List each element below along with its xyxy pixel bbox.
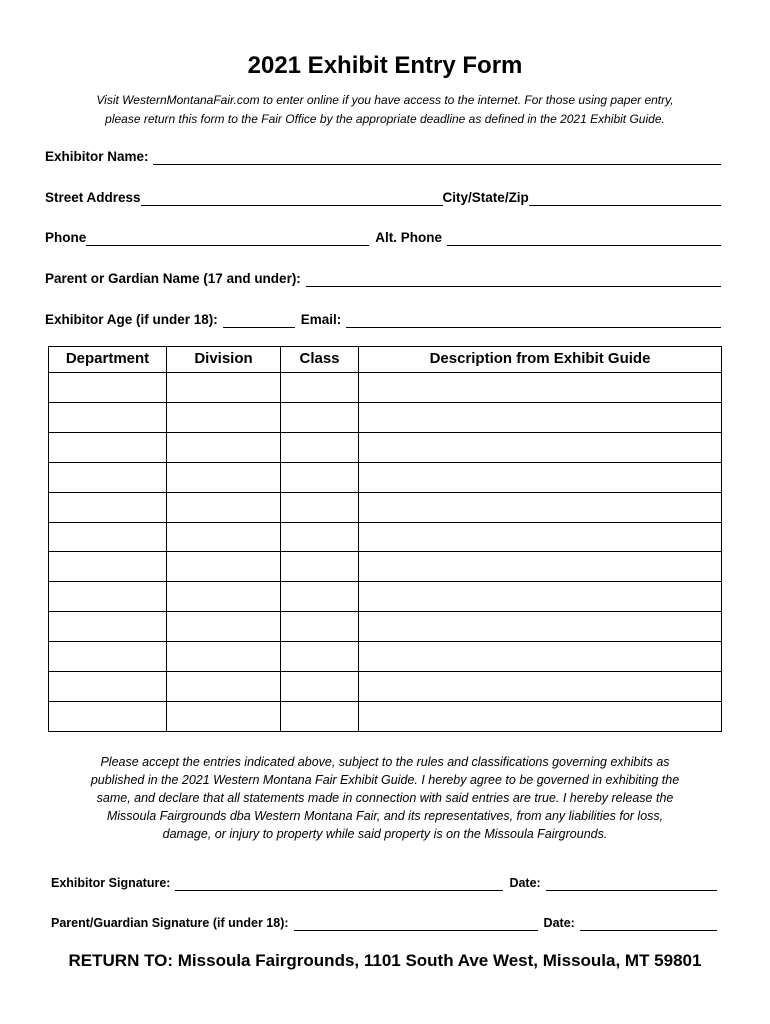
description-cell[interactable] [359, 462, 722, 492]
division-cell[interactable] [167, 552, 281, 582]
description-cell[interactable] [359, 642, 722, 672]
guardian-signature-row [51, 911, 717, 931]
description-cell[interactable] [359, 582, 722, 612]
class-cell[interactable] [281, 612, 359, 642]
description-cell[interactable] [359, 672, 722, 702]
table-row [49, 373, 722, 403]
description-cell[interactable] [359, 552, 722, 582]
table-row [49, 522, 722, 552]
street-address-field[interactable] [141, 189, 443, 206]
class-cell[interactable] [281, 402, 359, 432]
exhibitor-signature-label: Exhibitor Signature: [51, 876, 171, 890]
division-cell[interactable] [167, 373, 281, 403]
guardian-date-label: Date: [543, 916, 575, 930]
email-field[interactable] [346, 311, 721, 328]
division-cell[interactable] [167, 701, 281, 731]
agreement-line: Please accept the entries indicated above, subject to the rules and classifications governing exhibits as [100, 755, 670, 769]
department-cell[interactable] [49, 402, 167, 432]
description-cell[interactable] [359, 373, 722, 403]
exhibitor-signature-field[interactable] [175, 874, 503, 891]
division-cell[interactable] [167, 522, 281, 552]
table-row [49, 672, 722, 702]
division-cell[interactable] [167, 402, 281, 432]
exhibitor-age-field[interactable] [223, 311, 295, 328]
exhibitor-name-row [45, 145, 721, 165]
department-cell[interactable] [49, 672, 167, 702]
entries-table [48, 346, 722, 732]
division-cell[interactable] [167, 642, 281, 672]
department-cell[interactable] [49, 522, 167, 552]
exhibitor-age-label: Exhibitor Age (if under 18): [45, 312, 218, 327]
age-email-row [45, 308, 721, 328]
class-cell[interactable] [281, 492, 359, 522]
description-cell[interactable] [359, 492, 722, 522]
form-title: 2021 Exhibit Entry Form [247, 52, 523, 79]
phone-field[interactable] [86, 229, 369, 246]
division-cell[interactable] [167, 432, 281, 462]
parent-name-label: Parent or Gardian Name (17 and under): [45, 271, 301, 286]
class-header: Class [281, 347, 359, 373]
table-row [49, 642, 722, 672]
class-cell[interactable] [281, 701, 359, 731]
department-cell[interactable] [49, 612, 167, 642]
phone-row [45, 226, 721, 246]
description-cell[interactable] [359, 701, 722, 731]
class-cell[interactable] [281, 522, 359, 552]
table-row [49, 402, 722, 432]
class-cell[interactable] [281, 672, 359, 702]
department-header: Department [49, 347, 167, 373]
intro-line: Visit WesternMontanaFair.com to enter online if you have access to the internet. For those using paper entry, [96, 93, 674, 107]
table-row [49, 612, 722, 642]
alt-phone-label: Alt. Phone [375, 230, 443, 245]
exhibitor-date-field[interactable] [546, 874, 717, 891]
exhibitor-signature-row [51, 871, 717, 891]
guardian-signature-field[interactable] [294, 914, 538, 931]
agreement-line: same, and declare that all statements made in connection with said entries are true. I hereby release the [96, 791, 674, 805]
agreement-text [45, 753, 725, 843]
description-cell[interactable] [359, 612, 722, 642]
department-cell[interactable] [49, 432, 167, 462]
table-header-row [49, 347, 722, 373]
department-cell[interactable] [49, 582, 167, 612]
department-cell[interactable] [49, 642, 167, 672]
class-cell[interactable] [281, 642, 359, 672]
table-row [49, 462, 722, 492]
division-cell[interactable] [167, 492, 281, 522]
exhibitor-date-label: Date: [509, 876, 541, 890]
return-address: RETURN TO: Missoula Fairgrounds, 1101 South Ave West, Missoula, MT 59801 [68, 951, 702, 970]
agreement-line: published in the 2021 Western Montana Fair Exhibit Guide. I hereby agree to be governed in exhibiting the [90, 773, 680, 787]
intro-text [30, 91, 740, 129]
city-state-zip-label: City/State/Zip [442, 190, 529, 205]
table-row [49, 701, 722, 731]
exhibitor-name-field[interactable] [153, 148, 721, 165]
description-cell[interactable] [359, 522, 722, 552]
description-cell[interactable] [359, 402, 722, 432]
department-cell[interactable] [49, 701, 167, 731]
table-row [49, 432, 722, 462]
table-row [49, 552, 722, 582]
city-state-zip-field[interactable] [529, 189, 721, 206]
class-cell[interactable] [281, 552, 359, 582]
exhibitor-name-label: Exhibitor Name: [45, 149, 149, 164]
intro-line: please return this form to the Fair Office by the appropriate deadline as defined in the 2021 Exhibit Guide. [105, 112, 665, 126]
guardian-date-field[interactable] [580, 914, 717, 931]
phone-label: Phone [45, 230, 87, 245]
class-cell[interactable] [281, 582, 359, 612]
street-address-label: Street Address [45, 190, 141, 205]
guardian-signature-label: Parent/Guardian Signature (if under 18): [51, 916, 289, 930]
alt-phone-field[interactable] [447, 229, 721, 246]
description-cell[interactable] [359, 432, 722, 462]
agreement-line: Missoula Fairgrounds dba Western Montana Fair, and its representatives, from any liabilities for loss, [106, 809, 664, 823]
class-cell[interactable] [281, 432, 359, 462]
table-row [49, 492, 722, 522]
department-cell[interactable] [49, 552, 167, 582]
division-cell[interactable] [167, 582, 281, 612]
division-cell[interactable] [167, 462, 281, 492]
department-cell[interactable] [49, 373, 167, 403]
department-cell[interactable] [49, 492, 167, 522]
agreement-line: damage, or injury to property while said property is on the Missoula Fairgrounds. [162, 827, 608, 841]
department-cell[interactable] [49, 462, 167, 492]
parent-name-row [45, 267, 721, 287]
division-cell[interactable] [167, 672, 281, 702]
address-row [45, 186, 721, 206]
parent-name-field[interactable] [306, 270, 721, 287]
class-cell[interactable] [281, 462, 359, 492]
class-cell[interactable] [281, 373, 359, 403]
email-label: Email: [300, 312, 342, 327]
division-cell[interactable] [167, 612, 281, 642]
division-header: Division [167, 347, 281, 373]
description-header: Description from Exhibit Guide [359, 347, 722, 373]
table-row [49, 582, 722, 612]
